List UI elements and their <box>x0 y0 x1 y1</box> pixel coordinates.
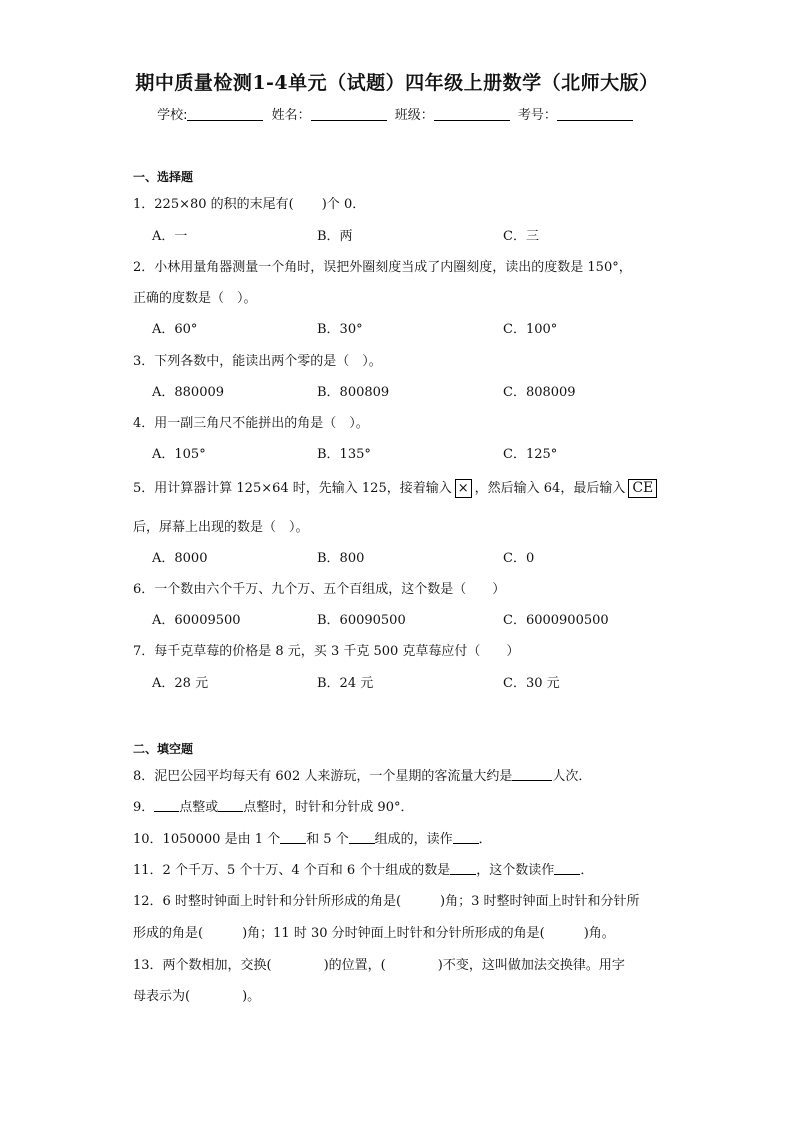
question-3: 3．下列各数中，能读出两个零的是（ ）。 <box>133 354 382 369</box>
question-10 <box>133 828 492 847</box>
question-13-line-1: 13．两个数相加，交换( )的位置，( )不变，这叫做加法交换律。用字 <box>133 958 625 973</box>
q7-option-c[interactable]: C．30 元 <box>503 676 560 691</box>
class-label: 班级： <box>394 108 434 123</box>
q6-option-c[interactable]: C．6000900500 <box>503 613 609 628</box>
q1-text-b: )个 0． <box>321 197 366 212</box>
q1-option-b[interactable]: B．两 <box>317 229 353 244</box>
question-5-line-2: 后，屏幕上出现的数是（ ）。 <box>133 520 309 535</box>
q11-blank-1[interactable] <box>450 862 476 875</box>
q5-option-c[interactable]: C．0 <box>503 551 535 566</box>
q10-text-c: 组成的，读作 <box>374 832 453 847</box>
q10-blank-1[interactable] <box>280 831 306 844</box>
q6-option-a[interactable]: A．60009500 <box>152 613 241 628</box>
q2-option-b[interactable]: B．30° <box>317 322 363 337</box>
question-1 <box>133 193 365 212</box>
q4-option-b[interactable]: B．135° <box>317 447 371 462</box>
question-12-line-1: 12．6 时整时钟面上时针和分针所形成的角是( )角；3 时整时钟面上时针和分针所 <box>133 894 640 909</box>
q5-part-1: 5．用计算器计算 125×64 时，先输入 125，接着输入 <box>133 481 452 496</box>
q1-option-a[interactable]: A．一 <box>152 229 188 244</box>
student-info-line <box>0 104 794 123</box>
q6-option-b[interactable]: B．60090500 <box>317 613 406 628</box>
q11-blank-2[interactable] <box>554 862 580 875</box>
question-6: 6．一个数由六个千万、九个万、五个百组成，这个数是（ ） <box>133 582 506 597</box>
name-label: 姓名： <box>271 108 311 123</box>
q11-text-b: ，这个数读作 <box>476 863 555 878</box>
question-9 <box>133 796 413 815</box>
q2-option-c[interactable]: C．100° <box>503 322 558 337</box>
question-2-line-1: 2．小林用量角器测量一个角时，误把外圈刻度当成了内圈刻度，读出的度数是 150°， <box>133 260 632 275</box>
q5-option-b[interactable]: B．800 <box>317 551 365 566</box>
q3-option-a[interactable]: A．880009 <box>152 385 225 400</box>
q5-part-2: ，然后输入 64，最后输入 <box>474 481 626 496</box>
q8-blank[interactable] <box>512 768 552 781</box>
q8-text-b: 人次． <box>552 769 592 784</box>
number-label: 考号： <box>517 108 557 123</box>
section-heading-choice: 一、选择题 <box>133 170 194 184</box>
q3-option-c[interactable]: C．808009 <box>503 385 576 400</box>
q9-text-a: 9． <box>133 800 155 815</box>
question-7: 7．每千克草莓的价格是 8 元，买 3 千克 500 克草莓应付（ ） <box>133 644 520 659</box>
section-heading-fill: 二、填空题 <box>133 742 194 756</box>
q7-option-b[interactable]: B．24 元 <box>317 676 374 691</box>
q11-text-a: 11．2 个千万、5 个十万、4 个百和 6 个十组成的数是 <box>133 863 451 878</box>
q9-text-c: 点整时，时针和分针成 90°． <box>243 800 414 815</box>
q9-text-b: 点整或 <box>179 800 219 815</box>
q9-blank-1[interactable] <box>154 799 179 812</box>
q7-option-a[interactable]: A．28 元 <box>152 676 209 691</box>
page-title: 期中质量检测1-4单元（试题）四年级上册数学（北师大版） <box>135 72 659 94</box>
q2-option-a[interactable]: A．60° <box>152 322 198 337</box>
question-11 <box>133 859 593 878</box>
q5-option-a[interactable]: A．8000 <box>152 551 208 566</box>
q10-text-a: 10．1050000 是由 1 个 <box>133 832 281 847</box>
multiply-key-icon: × <box>455 479 472 498</box>
q8-text-a: 8．泥巴公园平均每天有 602 人来游玩，一个星期的客流量大约是 <box>133 769 513 784</box>
question-12-line-2: 形成的角是( )角；11 时 30 分时钟面上时针和分针所形成的角是( )角。 <box>133 926 615 941</box>
q10-text-d: ． <box>478 832 492 847</box>
q10-blank-3[interactable] <box>453 831 479 844</box>
q10-blank-2[interactable] <box>349 831 375 844</box>
clear-entry-key-icon: CE <box>628 479 657 498</box>
q1-text-a: 1．225×80 的积的末尾有( <box>133 197 294 212</box>
q4-option-c[interactable]: C．125° <box>503 447 558 462</box>
class-blank[interactable] <box>434 107 510 121</box>
question-5-line-1 <box>133 477 660 498</box>
q3-option-b[interactable]: B．800809 <box>317 385 390 400</box>
q10-text-b: 和 5 个 <box>306 832 349 847</box>
q11-text-c: ． <box>580 863 594 878</box>
name-blank[interactable] <box>311 107 387 121</box>
school-blank[interactable] <box>187 107 263 121</box>
school-label: 学校: <box>157 108 188 123</box>
question-4: 4．用一副三角尺不能拼出的角是（ ）。 <box>133 416 369 431</box>
question-13-line-2: 母表示为( )。 <box>133 989 261 1004</box>
q1-option-c[interactable]: C．三 <box>503 229 539 244</box>
question-2-line-2: 正确的度数是（ ）。 <box>133 291 257 306</box>
question-8 <box>133 765 591 784</box>
q9-blank-2[interactable] <box>218 799 243 812</box>
number-blank[interactable] <box>557 107 633 121</box>
q4-option-a[interactable]: A．105° <box>152 447 206 462</box>
